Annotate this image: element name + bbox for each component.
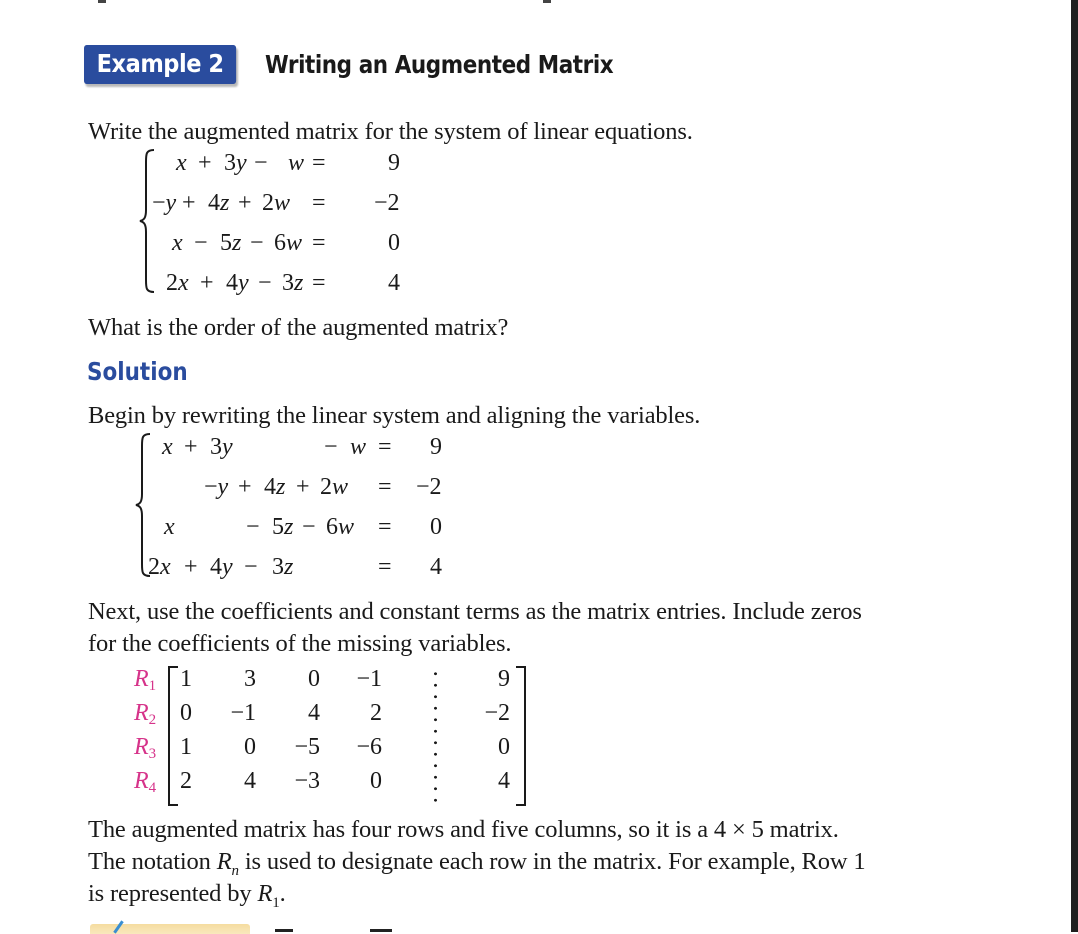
solution-step1: Begin by rewriting the linear system and aligning the variables. <box>88 402 701 429</box>
matrix-cell: 1 <box>180 734 192 760</box>
matrix-cell: 9 <box>498 666 510 692</box>
solution-step2-line2: for the coefficients of the missing variables. <box>88 630 512 657</box>
matrix-cell: 4 <box>308 700 320 726</box>
row-label-r4: $R_4$ <box>134 768 157 796</box>
matrix-cell: −2 <box>484 700 510 726</box>
matrix-right-bracket <box>516 666 526 806</box>
example-title: Writing an Augmented Matrix <box>265 50 614 79</box>
conclusion-line1: The augmented matrix has four rows and five columns, so it is a 4 × 5 matrix. <box>88 816 839 843</box>
matrix-cell: 0 <box>180 700 192 726</box>
cut-off-text-remnant <box>543 0 551 3</box>
cut-off-text-remnant <box>98 0 106 3</box>
matrix-cell: 0 <box>244 734 256 760</box>
matrix-cell: 1 <box>180 666 192 692</box>
equation-row: 2x + 4y − 3z = 4 <box>166 270 400 296</box>
matrix-cell: 0 <box>498 734 510 760</box>
problem-intro: Write the augmented matrix for the system of linear equations. <box>88 118 693 145</box>
matrix-cell: −3 <box>294 768 320 794</box>
matrix-cell: 4 <box>498 768 510 794</box>
matrix-cell: 2 <box>370 700 382 726</box>
solution-step2-line1: Next, use the coefficients and constant terms as the matrix entries. Include zeros <box>88 598 862 625</box>
equation-row: x + 3y − w = 9 <box>176 150 400 176</box>
equation-row: −y + 4z + 2w = −2 <box>152 190 400 216</box>
matrix-cell: −6 <box>356 734 382 760</box>
equation-row: x − 5z − 6w = 0 <box>172 230 400 256</box>
row-label-r3: $R_3$ <box>134 734 157 762</box>
example-header <box>84 45 670 84</box>
augmented-matrix <box>130 664 530 804</box>
augmented-separator-dots <box>434 668 437 804</box>
example-badge: Example 2 <box>84 45 236 84</box>
conclusion-line2: The notation $R_n$ is used to designate each row in the matrix. For example, Row 1 <box>88 848 866 879</box>
matrix-cell: 0 <box>308 666 320 692</box>
solution-heading: Solution <box>87 357 188 386</box>
aligned-equation-row: 2x + 4y − 3z = 4 <box>148 554 442 580</box>
matrix-cell: −5 <box>294 734 320 760</box>
matrix-cell: 4 <box>244 768 256 794</box>
aligned-equation-row: x − 5z − 6w = 0 <box>164 514 442 540</box>
aligned-equation-row: x + 3y − w = 9 <box>162 434 442 460</box>
problem-question: What is the order of the augmented matrix? <box>88 314 509 341</box>
matrix-cell: −1 <box>356 666 382 692</box>
aligned-equation-row: −y + 4z + 2w = −2 <box>204 474 442 500</box>
equation-system <box>138 148 438 298</box>
row-label-r2: $R_2$ <box>134 700 157 728</box>
matrix-cell: 3 <box>244 666 256 692</box>
row-label-r1: $R_1$ <box>134 666 157 694</box>
page-edge-bar <box>1071 0 1078 932</box>
matrix-cell: 2 <box>180 768 192 794</box>
matrix-cell: −1 <box>230 700 256 726</box>
conclusion-line3: is represented by $R_1$. <box>88 880 286 911</box>
matrix-cell: 0 <box>370 768 382 794</box>
aligned-equation-system <box>134 432 474 582</box>
